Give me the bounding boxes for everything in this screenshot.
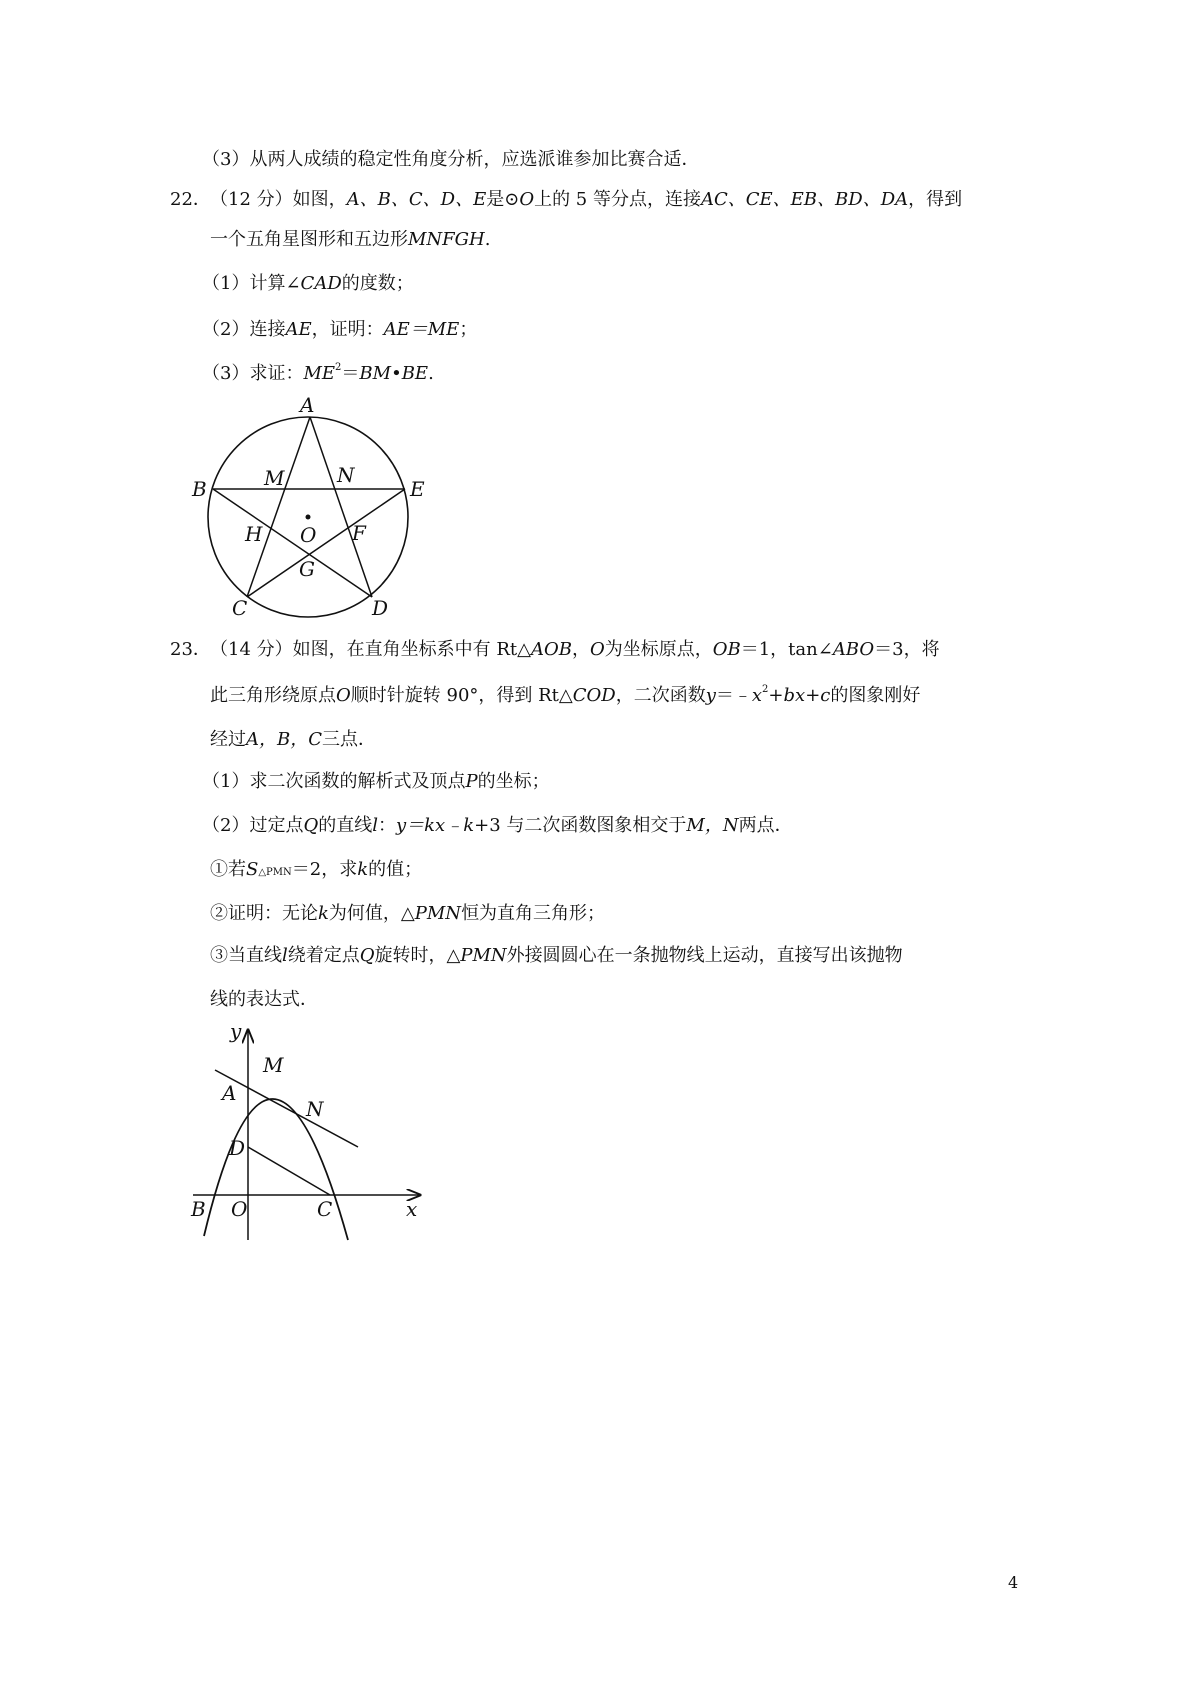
- q23-l3-a: 经过: [210, 729, 246, 750]
- q23-s3-pmn: PMN: [460, 945, 507, 966]
- q23-sub3: [210, 944, 903, 968]
- label-m: M: [263, 1053, 284, 1077]
- q22-p3-be: BE: [401, 363, 429, 384]
- q23-sub3-cont: [210, 988, 318, 1012]
- label-x: x: [406, 1197, 418, 1221]
- q23-s1-a: ①若: [210, 859, 246, 880]
- q22-part2: [202, 318, 477, 342]
- q22-p1-b: 的度数；: [341, 273, 414, 294]
- q23-s3-q: Q: [359, 945, 375, 966]
- label-d: D: [372, 596, 389, 620]
- q23-l3-b: 三点．: [322, 729, 376, 750]
- q22-intro-vars: A、B、C、D、E: [346, 189, 487, 210]
- segment-bd: [213, 489, 372, 597]
- q23-p2-eq: y＝kx﹣k: [395, 815, 475, 836]
- q23-s2-a: ②证明：无论: [210, 903, 318, 924]
- center-dot: [306, 515, 311, 520]
- q22-intro-c: 上的 5 等分点，连接: [534, 189, 701, 210]
- label-a: A: [222, 1081, 237, 1105]
- label-c: C: [232, 596, 248, 620]
- q23-l2-x: x: [751, 685, 763, 706]
- label-o: O: [300, 523, 317, 547]
- q23-l1-a: （14 分）如图，在直角坐标系中有 Rt△: [210, 639, 531, 660]
- q23-s3-c: 旋转时，△: [374, 945, 461, 966]
- q22-p3-bm: BM: [359, 363, 392, 384]
- q22-p3-sq: 2: [335, 362, 342, 373]
- q23-s1-c: 的值；: [368, 859, 423, 880]
- q23-l2-f: +: [805, 685, 821, 706]
- label-d: D: [229, 1136, 246, 1160]
- q23-l2-y: y: [705, 685, 716, 706]
- q23-l1-c: 为坐标原点，: [604, 639, 713, 660]
- q22-p1-angle: CAD: [300, 273, 342, 294]
- label-e: E: [410, 477, 425, 501]
- q23-s1-b: ＝2，求: [291, 859, 358, 880]
- q23-p2-l: l: [372, 815, 378, 836]
- q22-line2: [210, 228, 490, 252]
- q23-s3-b: 绕着定点: [287, 945, 360, 966]
- q23-s2-pmn: PMN: [414, 903, 462, 924]
- q23-l2-sq: 2: [762, 684, 769, 695]
- q23-l2-cc: c: [820, 685, 831, 706]
- segment-da: [310, 417, 372, 597]
- label-m: M: [264, 466, 285, 490]
- q23-l2-d: ＝﹣: [715, 685, 752, 706]
- q22-intro-segs: AC、CE、EB、BD、DA: [700, 189, 909, 210]
- label-n: N: [306, 1097, 324, 1121]
- q22-p3-eq: ＝: [341, 363, 360, 384]
- q23-l1-d: ＝1，tan∠: [740, 639, 833, 660]
- q23-line2: [210, 684, 920, 708]
- label-a: A: [300, 395, 315, 417]
- q22-intro-a: （12 分）如图，: [210, 189, 347, 210]
- q23-l1-e: ＝3，将: [874, 639, 940, 660]
- q22-p3-me: ME: [303, 363, 336, 384]
- q23-p1-a: （1）求二次函数的解析式及顶点: [202, 771, 466, 792]
- q22-p3-end: .: [428, 363, 434, 384]
- q23-s2-c: 恒为直角三角形；: [461, 903, 606, 924]
- q23-p2-mn: M，N: [686, 815, 739, 836]
- label-n: N: [337, 463, 355, 487]
- q23-line3: [210, 728, 376, 752]
- q22-intro-b: 是⊙: [486, 189, 520, 210]
- segment-dc: [248, 1147, 330, 1195]
- q22-pentagon-name: MNFGH: [408, 229, 485, 250]
- q23-l2-b: 顺时针旋转 90°，得到 Rt△: [350, 685, 573, 706]
- q22-p3-a: （3）求证：: [202, 363, 304, 384]
- q23-s1-sub: △PMN: [258, 867, 292, 878]
- q22-intro: [210, 188, 962, 212]
- q23-p2-c: ：: [377, 815, 396, 836]
- q23-sub2: [210, 902, 605, 926]
- q23-l2-cod: COD: [572, 685, 616, 706]
- q23-s2-k: k: [318, 903, 329, 924]
- q22-p2-b: ，证明：: [311, 319, 384, 340]
- q23-p1-b: 的坐标；: [477, 771, 550, 792]
- q23-p2-e: 两点．: [738, 815, 793, 836]
- q23-l2-a: 此三角形绕原点: [210, 685, 336, 706]
- q23-p2-d: +3 与二次函数图象相交于: [474, 815, 687, 836]
- q23-number: 23．: [170, 639, 211, 660]
- label-y: y: [230, 1020, 242, 1043]
- q23-l1-ob: OB: [712, 639, 741, 660]
- label-c: C: [317, 1197, 333, 1221]
- q23-l2-o: O: [336, 685, 351, 706]
- q22-p3-dot: •: [391, 363, 402, 384]
- q23-l3-abc: A，B，C: [246, 729, 322, 750]
- q23-l1-b: ，: [571, 639, 590, 660]
- q23-l2-c: ，二次函数: [615, 685, 706, 706]
- coordinate-figure: [185, 1020, 435, 1250]
- q23-s3-a: ③当直线: [210, 945, 282, 966]
- segment-ce: [247, 489, 405, 597]
- q23-part2: [202, 814, 793, 838]
- q23-sub1: [210, 858, 422, 882]
- label-f: F: [352, 521, 366, 545]
- q23-s3-d: 外接圆圆心在一条抛物线上运动，直接写出该抛物: [506, 945, 903, 966]
- q23-line1: [210, 638, 940, 662]
- q22-p1-a: （1）计算∠: [202, 273, 301, 294]
- q23-p1-p: P: [465, 771, 478, 792]
- label-h: H: [245, 522, 263, 546]
- q23-s3-e: 线的表达式．: [210, 989, 318, 1010]
- label-b: B: [191, 1197, 206, 1221]
- pentagram-figure: [185, 395, 445, 625]
- q23-l2-g: 的图象刚好: [830, 685, 921, 706]
- q23-l2-e: +: [768, 685, 784, 706]
- q22-intro-d: ，得到: [908, 189, 963, 210]
- q22-p2-a: （2）连接: [202, 319, 286, 340]
- q23-p2-b: 的直线: [318, 815, 373, 836]
- q21-part3: [202, 148, 699, 172]
- q23-p2-a: （2）过定点: [202, 815, 304, 836]
- q23-s2-b: 为何值，△: [328, 903, 415, 924]
- label-b: B: [192, 477, 207, 501]
- q22-p2-c: ；: [459, 319, 478, 340]
- q22-number: 22．: [170, 189, 211, 210]
- label-o: O: [231, 1197, 248, 1221]
- q23-l1-aob: AOB: [530, 639, 572, 660]
- q22-p2-seg: AE: [285, 319, 312, 340]
- q23-l2-bx: bx: [783, 685, 806, 706]
- q23-l1-abo: ABO: [832, 639, 875, 660]
- page-number: 4: [1008, 1573, 1019, 1592]
- q22-part1: [202, 272, 414, 296]
- q22-part3: [202, 362, 434, 386]
- q22-p2-eq: AE＝ME: [383, 319, 460, 340]
- q23-part1: [202, 770, 550, 794]
- q22-intro-o: O: [519, 189, 535, 210]
- q21-part3-text: （3）从两人成绩的稳定性角度分析，应选派谁参加比赛合适．: [202, 149, 700, 170]
- label-g: G: [299, 557, 315, 581]
- q23-s3-l: l: [282, 945, 288, 966]
- q23-s1-s: S: [246, 859, 259, 880]
- q22-line2-a: 一个五角星图形和五边形: [210, 229, 408, 250]
- q22-line2-b: .: [484, 229, 491, 250]
- q23-s1-k: k: [357, 859, 369, 880]
- q23-l1-o: O: [589, 639, 605, 660]
- q23-p2-q: Q: [303, 815, 319, 836]
